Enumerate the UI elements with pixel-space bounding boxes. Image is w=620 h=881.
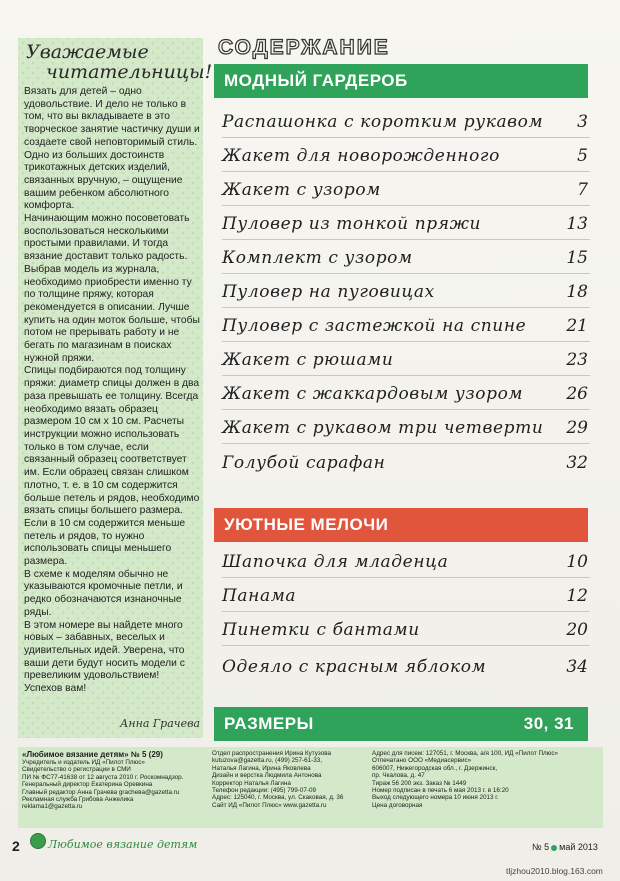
item-page: 12 bbox=[566, 586, 588, 606]
item-title: Комплект с узором bbox=[222, 248, 413, 268]
imprint-line: Цена договорная bbox=[372, 801, 423, 809]
item-title: Шапочка для младенца bbox=[222, 552, 449, 572]
contents-row[interactable] bbox=[222, 241, 590, 274]
imprint-column-2 bbox=[212, 750, 372, 809]
letter-paragraph: Вязать для детей – одно удовольствие. И дело не только в том, что вы вкладываете в это творческое занятие частичку души и создаете свой неповторимый стиль. Одно из больших достоинств трикотажных детских изделий, связанных вручную, – ощущение вашим ребенком абсолютного комфорта. bbox=[24, 86, 200, 212]
contents-title: СОДЕРЖАНИЕ bbox=[218, 36, 390, 59]
imprint-line: Генеральный директор Екатерина Оревкина bbox=[22, 781, 153, 789]
item-page: 23 bbox=[566, 350, 588, 370]
imprint-line: Адрес для писем: 127051, г. Москва, а/я 100, ИД «Пилот Плюс» bbox=[372, 750, 559, 757]
contents-row[interactable] bbox=[222, 545, 590, 578]
imprint-line: Сайт ИД «Пилот Плюс» www.gazetta.ru bbox=[212, 801, 327, 809]
page-number: 2 bbox=[12, 838, 20, 854]
item-title: Жакет с рюшами bbox=[222, 350, 394, 370]
imprint-line: reklama1@gazetta.ru bbox=[22, 803, 83, 811]
imprint-line: Адрес: 125040, г. Москва, ул. Скаковая, д. 36 bbox=[212, 794, 344, 802]
contents-row[interactable] bbox=[222, 445, 590, 478]
greeting-line-1: Уважаемые bbox=[26, 41, 149, 63]
watermark-credit: tljzhou2010.blog.163.com bbox=[506, 866, 603, 876]
item-title: Голубой сарафан bbox=[222, 453, 386, 473]
item-page: 26 bbox=[566, 384, 588, 404]
imprint-line: Корректор Наталья Лагина bbox=[212, 779, 291, 787]
item-page: 7 bbox=[577, 180, 588, 200]
item-title: Распашонка с коротким рукавом bbox=[222, 112, 544, 132]
item-title: Панама bbox=[222, 586, 297, 606]
sizes-label: РАЗМЕРЫ bbox=[224, 714, 314, 733]
item-page: 32 bbox=[566, 453, 588, 473]
contents-row[interactable] bbox=[222, 377, 590, 410]
imprint-line: Тираж 56 200 экз. Заказ № 1449 bbox=[372, 779, 467, 787]
item-title: Жакет с жаккардовым узором bbox=[222, 384, 524, 404]
imprint-line: Наталья Лагина, Ирина Яковлева bbox=[212, 764, 311, 772]
issue-date: май 2013 bbox=[559, 842, 598, 852]
item-page: 21 bbox=[566, 316, 588, 336]
item-page: 20 bbox=[566, 620, 588, 640]
contents-row[interactable] bbox=[222, 207, 590, 240]
letter-paragraph: В схеме к моделям обычно не указываются кромочные петли, и редко обозначаются изнаночные ряды. bbox=[24, 568, 183, 618]
section-title: МОДНЫЙ ГАРДЕРОБ bbox=[224, 71, 408, 90]
item-page: 5 bbox=[577, 146, 588, 166]
imprint-line: Выход следующего номера 10 июня 2013 г. bbox=[372, 794, 499, 802]
contents-row[interactable] bbox=[222, 105, 590, 138]
item-page: 10 bbox=[566, 552, 588, 572]
issue-info bbox=[532, 842, 598, 852]
letter-signature: Анна Грачева bbox=[120, 717, 201, 730]
section-title: УЮТНЫЕ МЕЛОЧИ bbox=[224, 515, 389, 534]
item-title: Жакет для новорожденного bbox=[222, 146, 500, 166]
item-title: Жакет с рукавом три четверти bbox=[222, 418, 544, 438]
imprint-line: пр. Чкалова, д. 47 bbox=[372, 772, 425, 780]
section-header-cozy bbox=[214, 508, 588, 542]
imprint-column-1 bbox=[22, 750, 206, 811]
yarn-ball-icon bbox=[30, 833, 46, 849]
letter-body bbox=[24, 86, 200, 696]
item-title: Жакет с узором bbox=[222, 180, 381, 200]
letter-paragraph: Успехов вам! bbox=[24, 683, 87, 695]
imprint-line: Дизайн и верстка Людмила Антонова bbox=[212, 772, 322, 780]
item-title: Пинетки с бантами bbox=[222, 620, 420, 640]
greeting-line-2: читательницы! bbox=[46, 61, 213, 83]
imprint-line: Телефон редакции: (495) 799-07-09 bbox=[212, 787, 316, 795]
imprint-line: Главный редактор Анна Грачева grachева@gazetta.ru bbox=[22, 788, 180, 796]
sizes-bar[interactable] bbox=[214, 707, 588, 741]
contents-row[interactable] bbox=[222, 275, 590, 308]
imprint-line: Свидетельство о регистрации в СМИ bbox=[22, 766, 131, 774]
letter-paragraph: В этом номере вы найдете много новых – забавных, веселых и удивительных идей. Уверена, что ваши дети будут носить модели с превеликим удовольствием! bbox=[24, 619, 185, 682]
dot-icon bbox=[551, 845, 557, 851]
item-title: Одеяло с красным яблоком bbox=[222, 657, 487, 677]
item-title: Пуловер с застежкой на спине bbox=[222, 316, 527, 336]
item-page: 15 bbox=[566, 248, 588, 268]
contents-row[interactable] bbox=[222, 343, 590, 376]
imprint-line: kutuzova@gazetta.ru, (499) 257-61-33, bbox=[212, 757, 323, 765]
item-page: 13 bbox=[566, 214, 588, 234]
imprint-line: 606007, Нижегородская обл., г. Дзержинск, bbox=[372, 764, 498, 772]
letter-paragraph: Начинающим можно посоветовать воспользоваться несколькими простыми правилами. И тогда вязание доставит только радость. Выбрав модель из журнала, необходимо приобрести именно ту по толщине пряжу, которая рекомендуется в описании. Лучше купить на один моток больше, чтобы потом не прерывать работу и не бегать по магазинам в поисках нужной пряжи. bbox=[24, 213, 200, 364]
imprint-line: Номер подписан в печать 6 мая 2013 г. в 16:20 bbox=[372, 787, 509, 795]
contents-row[interactable] bbox=[222, 579, 590, 612]
imprint-column-3 bbox=[372, 750, 600, 809]
imprint-line: Учредитель и издатель ИД «Пилот Плюс» bbox=[22, 759, 145, 766]
sizes-pages: 30, 31 bbox=[523, 714, 574, 733]
contents-row[interactable] bbox=[222, 173, 590, 206]
section-header-wardrobe bbox=[214, 64, 588, 98]
item-title: Пуловер из тонкой пряжи bbox=[222, 214, 482, 234]
item-page: 3 bbox=[577, 112, 588, 132]
imprint-line: ПИ № ФС77-41638 от 12 августа 2010 г. Роскомнадзор. bbox=[22, 773, 184, 781]
letter-paragraph: Спицы подбираются под толщину пряжи: диаметр спицы должен в два раза превышать ее толщину. Всегда необходимо вязать образец размером 10 см х 10 см. Расчеты инструкции можно использовать только в том случае, если связанный образец соответствует им. Если образец связан слишком плотно, т. е. в 10 см содержится больше петель и рядов, необходимо вязать спицы большего размера. Если в 10 см содержится меньше петель и рядов, то нужно использовать спицы меньшего размера. bbox=[24, 365, 200, 568]
item-page: 18 bbox=[566, 282, 588, 302]
imprint-line: Отдел распространения Ирина Кутузова bbox=[212, 750, 331, 757]
contents-row[interactable] bbox=[222, 649, 590, 682]
contents-row[interactable] bbox=[222, 411, 590, 444]
contents-row[interactable] bbox=[222, 309, 590, 342]
issue-number: № 5 bbox=[532, 842, 550, 852]
item-title: Пуловер на пуговицах bbox=[222, 282, 435, 302]
item-page: 34 bbox=[566, 657, 588, 677]
imprint-line: «Любимое вязание детям» № 5 (29) bbox=[22, 750, 163, 759]
item-page: 29 bbox=[566, 418, 588, 438]
letter-greeting bbox=[26, 41, 213, 83]
contents-row[interactable] bbox=[222, 613, 590, 646]
imprint-line: Отпечатано ООО «Медиасервис» bbox=[372, 757, 472, 765]
imprint-line: Рекламная служба Грибова Анжелика bbox=[22, 796, 134, 804]
magazine-name: Любимое вязание детям bbox=[48, 838, 198, 851]
contents-row[interactable] bbox=[222, 139, 590, 172]
